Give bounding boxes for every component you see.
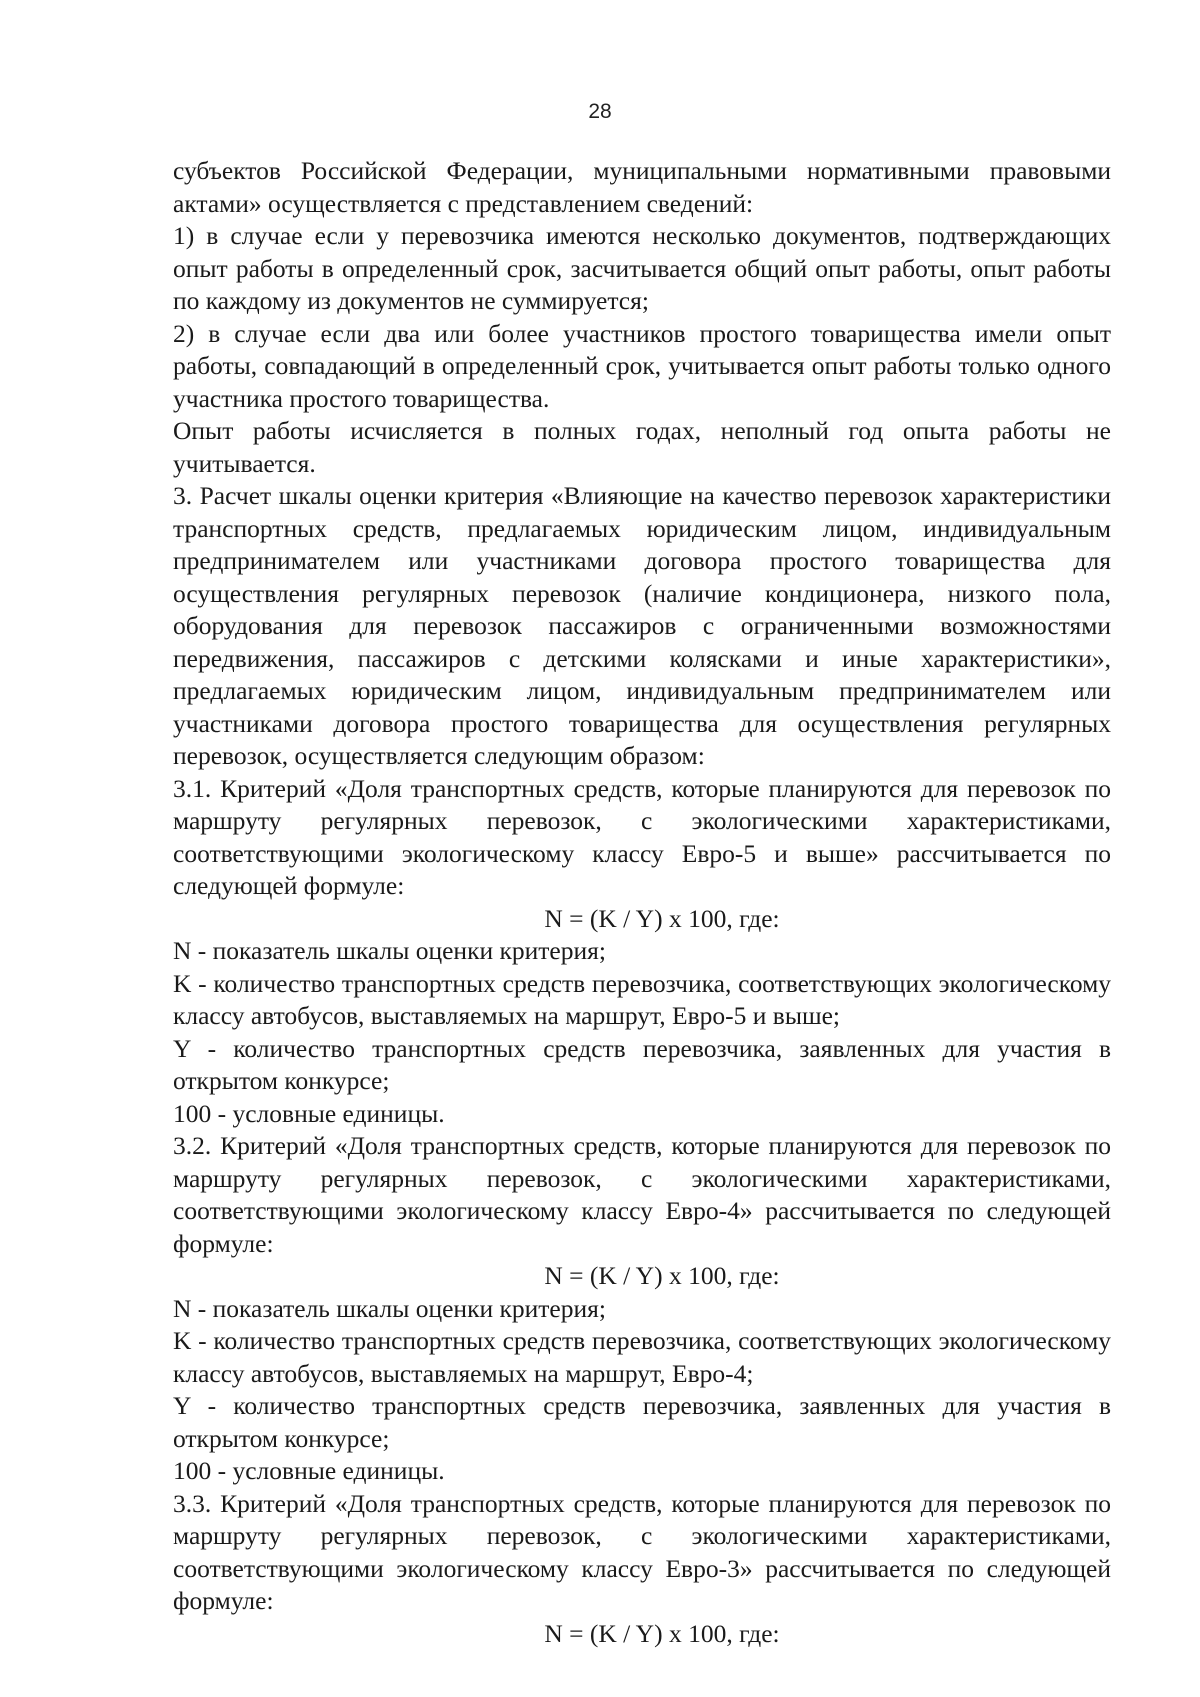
definition-n-3-2: N - показатель шкалы оценки критерия; [173,1293,606,1323]
criterion-3-1: 3.1. Критерий «Доля транспортных средств, которые планируются для перевозок по маршруту регулярных перевозок, с экологическими характеристиками, соответствующими экологическому классу Евро-5 и выше» рассчитывается по следующей формуле: [173,773,1111,900]
page-number: 28 [588,100,612,123]
list-item-1: 1) в случае если у перевозчика имеются несколько документов, подтверждающих опыт работы в определенный срок, засчитывается общий опыт работы, опыт работы по каждому из документов не суммируется; [173,221,1111,315]
criterion-3-3: 3.3. Критерий «Доля транспортных средств, которые планируются для перевозок по маршруту регулярных перевозок, с экологическими характеристиками, соответствующими экологическому классу Евро-3» рассчитывается по следующей формуле: [173,1488,1111,1615]
paragraph-experience-note: Опыт работы исчисляется в полных годах, неполный год опыта работы не учитывается. [173,416,1111,478]
definition-k-3-1: K - количество транспортных средств перевозчика, соответствующих экологическому классу автобусов, выставляемых на маршрут, Евро-5 и выше; [173,968,1111,1030]
document-body [173,155,1111,1650]
definition-100-3-1: 100 - условные единицы. [173,1098,445,1128]
definition-k-3-2: K - количество транспортных средств перевозчика, соответствующих экологическому классу автобусов, выставляемых на маршрут, Евро-4; [173,1326,1111,1388]
formula-3-1: N = (K / Y) x 100, где: [544,903,780,933]
definition-100-3-2: 100 - условные единицы. [173,1456,445,1485]
formula-3-3: N = (K / Y) x 100, где: [544,1618,780,1648]
criterion-3-2: 3.2. Критерий «Доля транспортных средств, которые планируются для перевозок по маршруту регулярных перевозок, с экологическими характеристиками, соответствующими экологическому классу Евро-4» рассчитывается по следующей формуле: [173,1131,1111,1258]
formula-3-2: N = (K / Y) x 100, где: [544,1261,780,1290]
list-item-2: 2) в случае если два или более участников простого товарищества имели опыт работы, совпадающий в определенный срок, учитывается опыт работы только одного участника простого товарищества. [173,318,1111,413]
definition-y-3-1: Y - количество транспортных средств перевозчика, заявленных для участия в открытом конкурсе; [173,1033,1111,1095]
definition-y-3-2: Y - количество транспортных средств перевозчика, заявленных для участия в открытом конкурсе; [173,1391,1111,1453]
paragraph-intro: субъектов Российской Федерации, муниципальными нормативными правовыми актами» осуществляется с представлением сведений: [173,156,1111,218]
section-3-heading: 3. Расчет шкалы оценки критерия «Влияющие на качество перевозок характеристики транспортных средств, предлагаемых юридическим лицом, индивидуальным предпринимателем или участниками договора простого товарищества для осуществления регулярных перевозок (наличие кондиционера, низкого пола, оборудования для перевозок пассажиров с ограниченными возможностями передвижения, пассажиров с детскими колясками и иные характеристики», предлагаемых юридическим лицом, индивидуальным предпринимателем или участниками договора простого товарищества для осуществления регулярных перевозок, осуществляется следующим образом: [173,481,1111,770]
definition-n-3-1: N - показатель шкалы оценки критерия; [173,936,606,965]
